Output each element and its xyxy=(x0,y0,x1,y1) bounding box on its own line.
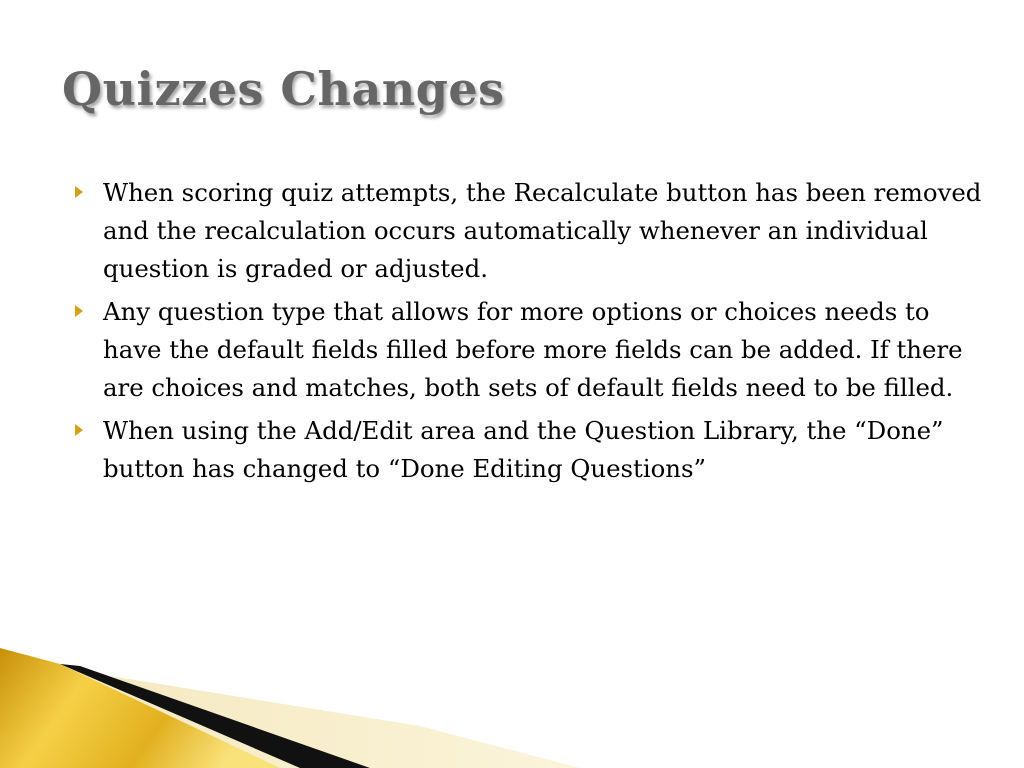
bullet-text: Any question type that allows for more options or choices needs to have the default fields filled before more fields can be added. If there are choices and matches, both sets of default fields need to be filled. xyxy=(103,297,963,402)
slide-title: Quizzes Changes xyxy=(62,62,505,116)
black-stripe xyxy=(60,664,370,768)
bullet-text: When scoring quiz attempts, the Recalculate button has been removed and the recalculation occurs automatically whenever an individual question is graded or adjusted. xyxy=(103,178,982,283)
bullet-item xyxy=(103,412,983,488)
cream-wedge xyxy=(60,668,580,768)
triangle-bullet-icon xyxy=(75,186,83,198)
bullet-text: When using the Add/Edit area and the Question Library, the “Done” button has changed to “Done Editing Questions” xyxy=(103,416,944,483)
triangle-bullet-icon xyxy=(75,305,83,317)
gold-wedge xyxy=(0,648,280,768)
bullet-item xyxy=(103,293,983,407)
triangle-bullet-icon xyxy=(75,424,83,436)
bullet-item xyxy=(103,174,983,288)
bullet-list xyxy=(103,174,983,493)
